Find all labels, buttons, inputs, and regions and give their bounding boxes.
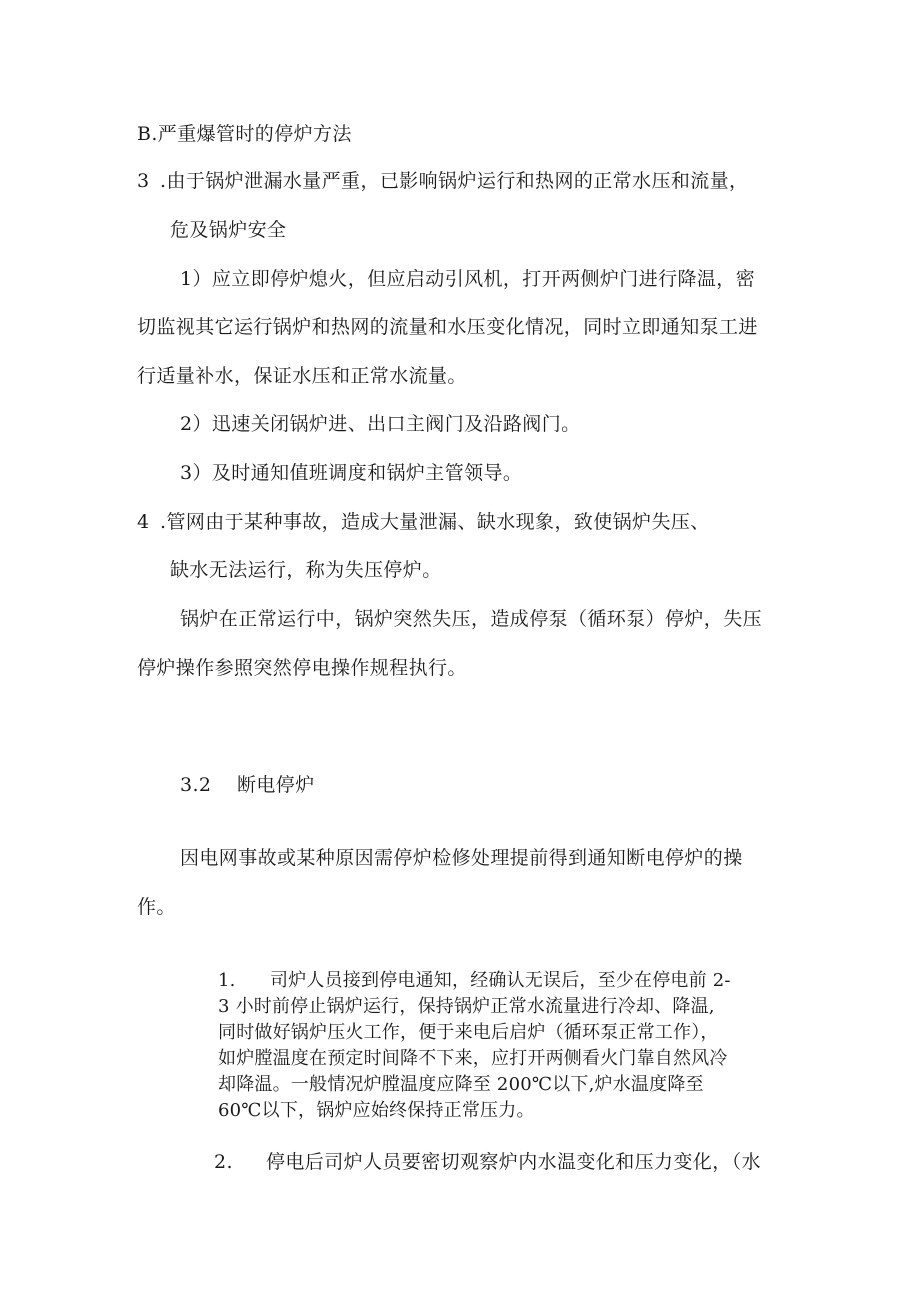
item-4-number: 4	[137, 511, 150, 533]
list-item-1-number: 1.	[218, 970, 236, 991]
list-item-1-line: 同时做好锅炉压火工作，便于来电后启炉（循环泵正常工作），	[218, 1022, 719, 1043]
step-1-line-1: 1）应立即停炉熄火，但应启动引风机，打开两侧炉门进行降温，密	[180, 268, 756, 290]
item-3-text: .由于锅炉泄漏水量严重，已影响锅炉运行和热网的正常水压和流量，	[160, 170, 749, 192]
intro-line-1: 因电网事故或某种原因需停炉检修处理提前得到通知断电停炉的操	[180, 847, 743, 869]
item-4-text-continued: 缺水无法运行，称为失压停炉。	[170, 559, 442, 581]
item-4-text: .管网由于某种事故，造成大量泄漏、缺水现象，致使锅炉失压、	[160, 511, 710, 533]
section-title: 断电停炉	[237, 774, 315, 796]
loss-pressure-line-1: 锅炉在正常运行中，锅炉突然失压，造成停泵（循环泵）停炉，失压	[180, 608, 763, 630]
intro-line-2: 作。	[137, 896, 176, 918]
item-3-text-continued: 危及锅炉安全	[170, 219, 287, 241]
list-item-1-line: 却降温。一般情况炉膛温度应降至 200℃以下,炉水温度降至	[218, 1074, 704, 1095]
item-3-number: 3	[137, 170, 150, 192]
step-2: 2）迅速关闭锅炉进、出口主阀门及沿路阀门。	[180, 413, 581, 435]
list-item-2-line: 停电后司炉人员要密切观察炉内水温变化和压力变化，（水	[266, 1151, 761, 1173]
step-1-line-3: 行适量补水，保证水压和正常水流量。	[137, 365, 467, 387]
loss-pressure-line-2: 停炉操作参照突然停电操作规程执行。	[137, 657, 467, 679]
list-item-1-line: 司炉人员接到停电通知，经确认无误后，至少在停电前 2-	[270, 970, 731, 991]
list-item-1-line: 如炉膛温度在预定时间降不下来，应打开两侧看火门靠自然风冷	[218, 1048, 728, 1069]
step-1-line-2: 切监视其它运行锅炉和热网的流量和水压变化情况，同时立即通知泵工进	[137, 316, 758, 338]
subsection-heading: B.严重爆管时的停炉方法	[137, 123, 352, 145]
step-3: 3）及时通知值班调度和锅炉主管领导。	[180, 462, 523, 484]
list-item-1-line: 60℃以下，锅炉应始终保持正常压力。	[218, 1100, 535, 1121]
section-number: 3.2	[180, 774, 212, 796]
list-item-1-line: 3 小时前停止锅炉运行，保持锅炉正常水流量进行冷却、降温,	[218, 996, 715, 1017]
list-item-2-number: 2.	[214, 1151, 233, 1173]
